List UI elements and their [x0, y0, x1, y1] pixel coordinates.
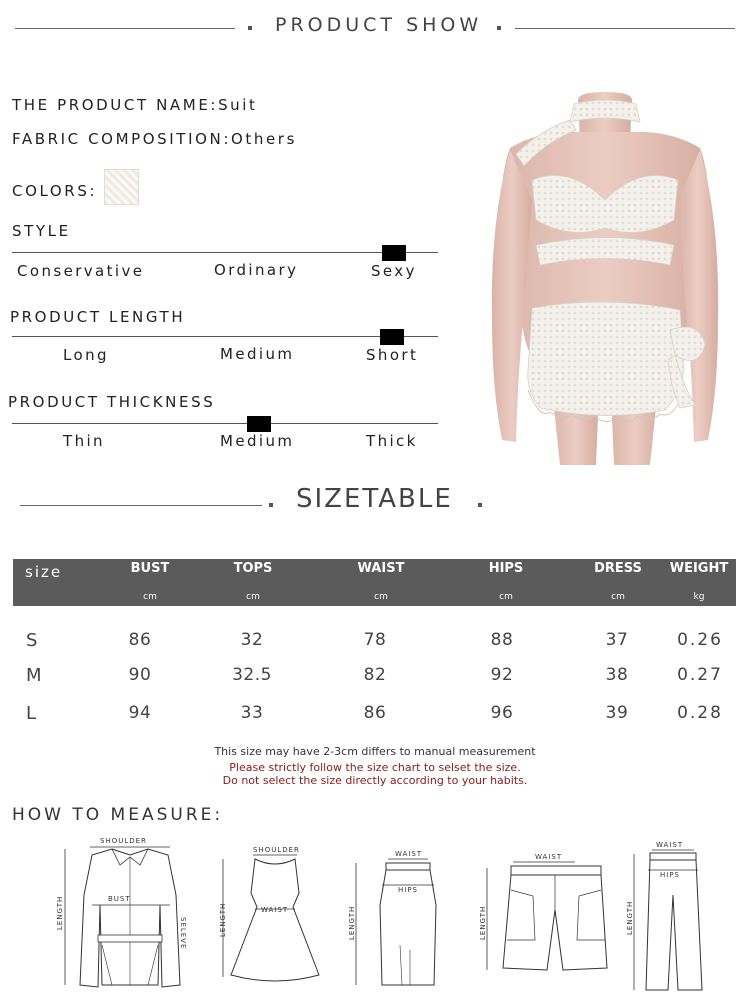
row-m-size: M — [26, 665, 42, 686]
sizetable-title: SIZETABLE — [296, 484, 453, 514]
product-photo — [470, 70, 740, 470]
product-name-value: Suit — [218, 96, 258, 114]
skirt-hips-label: HIPS — [398, 886, 418, 894]
length-selected-marker — [380, 329, 404, 345]
banner-square-left — [248, 26, 252, 30]
fabric-composition — [12, 130, 297, 148]
unit-waist: cm — [374, 592, 388, 602]
sizetable-square-right — [478, 503, 482, 507]
row-s-bust: 86 — [128, 630, 152, 650]
pants-measure-diagram — [622, 840, 722, 995]
length-scale-line — [12, 336, 438, 337]
unit-tops: cm — [246, 592, 260, 602]
sizetable-square-left — [269, 503, 273, 507]
fabric-label: FABRIC COMPOSITION: — [12, 130, 231, 148]
unit-weight: kg — [693, 592, 705, 602]
thickness-title: PRODUCT THICKNESS — [8, 393, 216, 411]
row-s-dress: 37 — [605, 630, 629, 650]
size-warning-2: Do not select the size directly according to your habits. — [222, 774, 528, 787]
product-name-label: THE PRODUCT NAME: — [12, 96, 219, 114]
row-l-waist: 86 — [363, 703, 387, 723]
shorts-waist-label: WAIST — [535, 853, 563, 861]
header-dress: DRESS — [594, 561, 642, 576]
length-option-short: Short — [366, 346, 419, 364]
dress-shoulder-label: SHOULDER — [253, 846, 300, 854]
length-option-long: Long — [63, 346, 109, 364]
thickness-option-thin: Thin — [63, 432, 105, 450]
how-to-measure-title: HOW TO MEASURE: — [12, 805, 224, 825]
banner-rule-right — [515, 28, 735, 29]
row-m-waist: 82 — [363, 665, 387, 685]
thickness-option-thick: Thick — [366, 432, 418, 450]
page-title: PRODUCT SHOW — [275, 14, 483, 36]
jacket-measure-diagram — [50, 835, 200, 995]
jacket-shoulder-label: SHOULDER — [100, 837, 147, 845]
unit-dress: cm — [611, 592, 625, 602]
row-l-size: L — [26, 703, 37, 724]
style-option-conservative: Conservative — [17, 262, 145, 280]
jacket-bust-label: BUST — [108, 895, 131, 903]
style-scale-line — [12, 252, 438, 253]
dress-waist-label: WAIST — [261, 906, 289, 914]
row-m-weight: 0.27 — [677, 665, 723, 685]
colors-label: COLORS: — [12, 182, 98, 200]
unit-hips: cm — [499, 592, 513, 602]
row-s-size: S — [26, 630, 38, 651]
size-table-header — [13, 559, 736, 606]
length-option-medium: Medium — [220, 345, 295, 363]
header-tops: TOPS — [233, 561, 273, 576]
row-m-tops: 32.5 — [232, 665, 272, 685]
shorts-measure-diagram — [475, 850, 620, 980]
unit-bust: cm — [143, 592, 157, 602]
header-size: size — [25, 563, 63, 581]
thickness-selected-marker — [247, 416, 271, 432]
pants-length-label: LENGTH — [626, 900, 634, 935]
thickness-option-medium: Medium — [220, 432, 295, 450]
banner-rule-left — [15, 28, 235, 29]
row-s-weight: 0.26 — [677, 630, 723, 650]
product-name — [12, 96, 258, 114]
row-m-hips: 92 — [490, 665, 514, 685]
thickness-scale-line — [12, 423, 438, 424]
header-hips: HIPS — [488, 561, 524, 576]
measurement-note: This size may have 2-3cm differs to manual measurement — [214, 745, 536, 758]
pants-hips-label: HIPS — [660, 871, 680, 879]
shorts-length-label: LENGTH — [479, 905, 487, 940]
row-s-hips: 88 — [490, 630, 514, 650]
skirt-waist-label: WAIST — [395, 850, 423, 858]
row-l-dress: 39 — [605, 703, 629, 723]
length-title: PRODUCT LENGTH — [10, 308, 186, 326]
pants-waist-label: WAIST — [656, 841, 684, 849]
dress-measure-diagram — [215, 845, 325, 995]
row-l-hips: 96 — [490, 703, 514, 723]
style-title: STYLE — [12, 222, 71, 240]
style-selected-marker — [382, 245, 406, 261]
row-s-tops: 32 — [240, 630, 264, 650]
color-swatch-white[interactable] — [104, 169, 139, 205]
banner-square-right — [497, 26, 501, 30]
skirt-measure-diagram — [340, 845, 450, 995]
row-s-waist: 78 — [363, 630, 387, 650]
sizetable-rule-left — [20, 505, 262, 506]
skirt-length-label: LENGTH — [348, 905, 356, 940]
style-option-ordinary: Ordinary — [214, 261, 299, 279]
header-waist: WAIST — [357, 561, 405, 576]
fabric-value: Others — [230, 130, 297, 148]
jacket-sleeve-label: SELEVE — [179, 917, 187, 950]
row-l-tops: 33 — [240, 703, 264, 723]
style-option-sexy: Sexy — [371, 262, 417, 280]
header-weight: WEIGHT — [669, 561, 729, 576]
row-m-dress: 38 — [605, 665, 629, 685]
jacket-length-label: LENGTH — [56, 895, 64, 930]
row-l-bust: 94 — [128, 703, 152, 723]
dress-length-label: LENGTH — [219, 902, 227, 937]
row-m-bust: 90 — [128, 665, 152, 685]
row-l-weight: 0.28 — [677, 703, 723, 723]
header-bust: BUST — [130, 561, 170, 576]
size-warning-1: Please strictly follow the size chart to selset the size. — [229, 761, 521, 774]
